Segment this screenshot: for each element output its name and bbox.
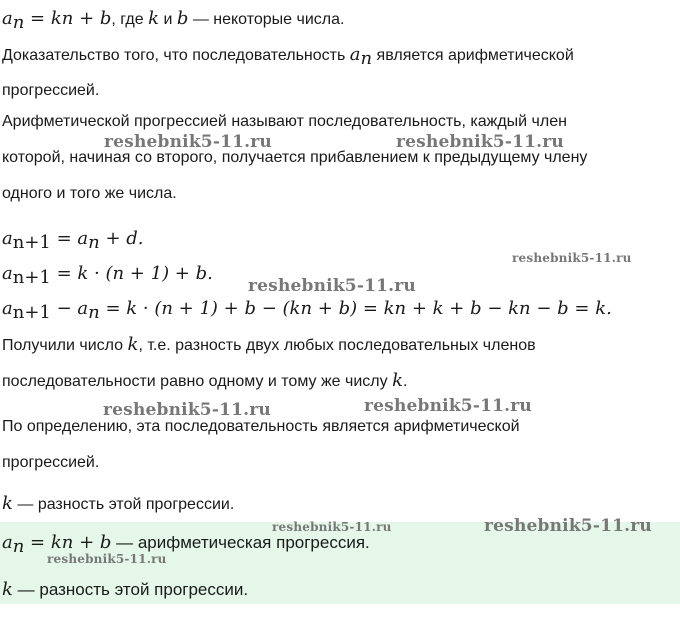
text: и xyxy=(159,11,177,28)
formula-a: a xyxy=(2,298,13,319)
formula-rhs: = k · (n + 1) + b − (kn + b) = kn + k + b − kn − b = k. xyxy=(99,298,612,319)
text: , т.е. разность двух любых последовательных членов xyxy=(138,337,536,354)
formula-subscript: n xyxy=(88,302,100,323)
formula-rhs: + d. xyxy=(99,228,144,249)
formula-subscript: n+1 xyxy=(12,267,51,288)
formula-a: a xyxy=(2,263,13,284)
formula-line xyxy=(2,298,612,321)
watermark: reshebnik5-11.ru xyxy=(103,400,271,420)
text: Получили число xyxy=(2,337,128,354)
text: — некоторые числа. xyxy=(188,11,345,28)
formula-k: k xyxy=(148,8,160,29)
text: По определению, эта последовательность является арифметической xyxy=(2,418,520,435)
text: является арифметической xyxy=(372,47,574,64)
paragraph-line xyxy=(2,183,177,205)
formula-line xyxy=(2,263,213,286)
formula-a: a xyxy=(2,8,13,29)
formula-subscript: n+1 xyxy=(12,302,51,323)
text: одного и того же числа. xyxy=(2,185,177,202)
paragraph-line xyxy=(2,370,407,393)
formula-subscript: n xyxy=(88,232,100,253)
watermark: reshebnik5-11.ru xyxy=(396,132,564,152)
formula-subscript: n+1 xyxy=(12,232,51,253)
formula-k: k xyxy=(2,579,13,600)
watermark: reshebnik5-11.ru xyxy=(364,396,532,416)
paragraph-line xyxy=(2,80,99,102)
watermark: reshebnik5-11.ru xyxy=(248,276,416,296)
formula-b: b xyxy=(176,8,189,29)
watermark: reshebnik5-11.ru xyxy=(104,132,272,152)
paragraph-line xyxy=(2,452,99,474)
formula-rhs: = k · (n + 1) + b. xyxy=(50,263,213,284)
text: — арифметическая прогрессия. xyxy=(111,533,370,552)
formula-subscript: n xyxy=(12,12,25,33)
formula-a: a xyxy=(2,532,13,553)
formula-a: a xyxy=(2,228,13,249)
answer-line xyxy=(2,532,370,557)
formula-a: a xyxy=(349,44,361,65)
text: . xyxy=(402,373,408,390)
formula-k: k xyxy=(392,370,403,391)
formula-subscript: n xyxy=(12,536,25,557)
formula-a: a xyxy=(77,228,89,249)
formula-a: a xyxy=(77,298,89,319)
text: Доказательство того, что последовательность xyxy=(2,47,350,64)
watermark: reshebnik5-11.ru xyxy=(47,552,167,566)
paragraph-line xyxy=(2,44,574,67)
watermark: reshebnik5-11.ru xyxy=(484,516,652,536)
text: , где xyxy=(111,11,149,28)
paragraph-line xyxy=(2,334,536,357)
formula-line xyxy=(2,228,144,251)
formula-operator: = xyxy=(50,228,78,249)
formula-operator: − xyxy=(50,298,78,319)
text: — разность этой прогрессии. xyxy=(12,580,249,599)
paragraph-line xyxy=(2,493,234,516)
formula-k: k xyxy=(127,334,139,355)
text: которой, начиная со второго, получается прибавлением к предыдущему члену xyxy=(2,149,588,166)
formula-rhs: = kn + b xyxy=(24,8,112,29)
text: прогрессией. xyxy=(2,454,100,471)
text: Арифметической прогрессией называют последовательность, каждый член xyxy=(2,113,567,130)
text: последовательности равно одному и тому же числу xyxy=(2,373,393,390)
formula-subscript: n xyxy=(360,48,373,69)
formula-rhs: = kn + b xyxy=(24,532,112,553)
given-formula-line xyxy=(2,8,344,31)
answer-line xyxy=(2,579,248,601)
text: прогрессией. xyxy=(2,82,100,99)
paragraph-line xyxy=(2,111,567,133)
watermark: reshebnik5-11.ru xyxy=(512,251,632,265)
watermark: reshebnik5-11.ru xyxy=(272,520,392,534)
text: — разность этой прогрессии. xyxy=(12,496,235,513)
formula-k: k xyxy=(2,493,13,514)
